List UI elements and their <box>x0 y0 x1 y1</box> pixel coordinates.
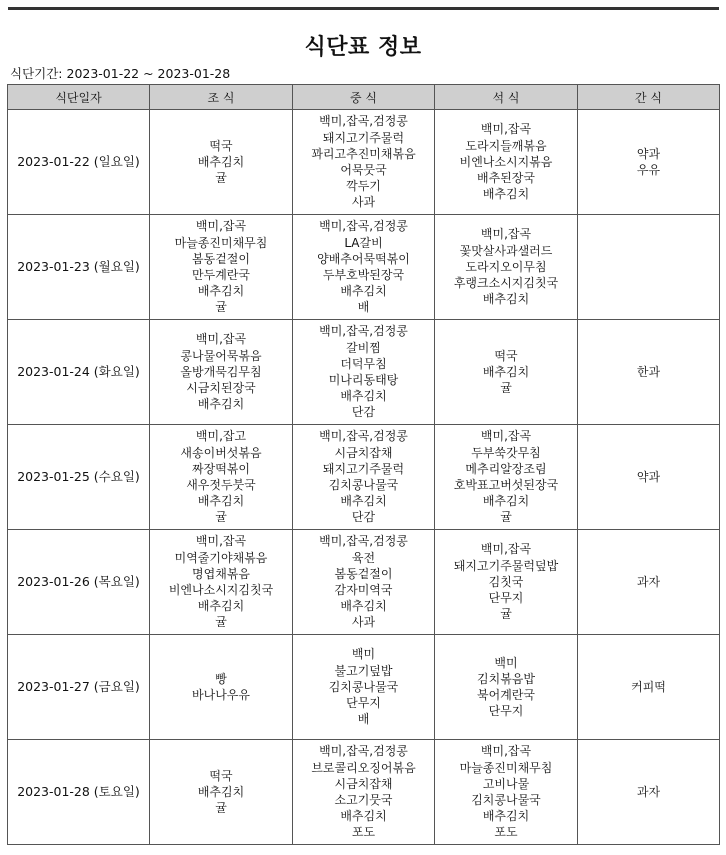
menu-item: 돼지고기주물럭 <box>322 461 405 476</box>
menu-item: 귤 <box>215 801 227 816</box>
menu-item: 비엔나소시지볶음 <box>459 154 553 169</box>
menu-item: 한과 <box>636 364 661 379</box>
date-cell: 2023-01-24 (화요일) <box>8 320 150 425</box>
menu-item: 호박표고버섯된장국 <box>453 478 559 492</box>
menu-item: 커피떡 <box>631 679 666 694</box>
menu-item: 김치콩나물국 <box>328 679 399 694</box>
lunch-cell <box>293 530 435 635</box>
snack-cell <box>578 740 720 845</box>
menu-item: 더덕무침 <box>340 356 387 371</box>
menu-item: 배추김치 <box>197 494 245 509</box>
menu-item: 단감 <box>351 405 376 420</box>
menu-item: 김치볶음밥 <box>477 671 535 686</box>
menu-item: 배추김치 <box>482 809 530 824</box>
breakfast-cell <box>150 425 293 530</box>
menu-item: 약과 <box>636 146 661 161</box>
dinner-cell <box>435 530 578 635</box>
snack-cell <box>578 215 720 320</box>
menu-item: 백미,잡곡 <box>480 542 532 557</box>
menu-item: 갈비찜 <box>346 340 381 355</box>
menu-item: 백미,잡곡,검정콩 <box>319 324 408 339</box>
menu-item: 배추김치 <box>482 292 530 307</box>
meal-period-label: 식단기간: 2023-01-22 ~ 2023-01-28 <box>10 66 231 81</box>
menu-item: 도라지들깨볶음 <box>465 138 547 153</box>
menu-item: 시금치된장국 <box>186 381 256 396</box>
menu-item: 떡국 <box>494 348 518 363</box>
menu-item: 백미,잡곡 <box>480 744 532 759</box>
breakfast-cell <box>150 740 293 845</box>
menu-item: 돼지고기주물럭덮밥 <box>453 558 559 573</box>
menu-item: 불고기덮밥 <box>334 663 393 678</box>
menu-item: 시금치잡채 <box>334 445 393 460</box>
snack-cell <box>578 530 720 635</box>
menu-item: 배추김치 <box>197 397 245 412</box>
menu-item: 과자 <box>636 574 661 589</box>
menu-item: 배추김치 <box>197 154 245 169</box>
table-row <box>8 530 720 635</box>
menu-item: 고비나물 <box>482 776 530 791</box>
menu-item: 배추김치 <box>197 784 245 799</box>
date-cell: 2023-01-28 (토요일) <box>8 740 150 845</box>
menu-item: 꽈리고추진미채볶음 <box>311 146 416 161</box>
menu-item: 바나나우유 <box>192 688 250 702</box>
menu-item: 배 <box>357 712 370 727</box>
menu-item: 약과 <box>636 469 661 484</box>
table-row <box>8 740 720 845</box>
menu-item: 육전 <box>351 550 376 565</box>
menu-item: 배추김치 <box>340 284 387 299</box>
menu-item: 김칫국 <box>488 574 524 589</box>
menu-item: 명엽채볶음 <box>192 566 250 581</box>
dinner-cell <box>435 635 578 740</box>
menu-item: 꽃맛살사과샐러드 <box>459 243 553 258</box>
menu-item: 포도 <box>351 825 376 840</box>
menu-item: 사과 <box>351 615 376 630</box>
menu-item: 배추김치 <box>197 284 245 299</box>
dinner-cell <box>435 215 578 320</box>
menu-item: 마늘종진미채무침 <box>174 235 268 250</box>
menu-item: 배추된장국 <box>477 171 535 186</box>
menu-item: 두부쑥갓무침 <box>471 445 541 460</box>
page-title: 식단표 정보 <box>304 35 422 60</box>
menu-item: 단무지 <box>346 696 381 711</box>
menu-item: 배추김치 <box>482 364 530 379</box>
menu-item: 배 <box>357 300 370 315</box>
menu-item: 두부호박된장국 <box>322 268 405 282</box>
dinner-cell <box>435 110 578 215</box>
menu-item: 백미,잡곡,검정콩 <box>319 429 408 444</box>
menu-item: 콩나물어묵볶음 <box>180 348 262 363</box>
menu-item: 어묵뭇국 <box>340 163 387 177</box>
menu-item: 배추김치 <box>197 599 245 614</box>
menu-item: 백미,잡곡,검정콩 <box>319 744 408 759</box>
menu-item: 새송이버섯볶음 <box>180 445 262 460</box>
menu-item: 마늘종진미채무침 <box>459 760 553 775</box>
menu-item: 비엔나소시지김칫국 <box>168 583 274 597</box>
menu-item: 배추김치 <box>340 494 387 509</box>
menu-item: 백미,잡곡 <box>480 122 532 137</box>
menu-item: 배추김치 <box>482 187 530 202</box>
menu-item: 빵 <box>215 671 227 686</box>
menu-item: 배추김치 <box>482 494 530 509</box>
menu-item: 올방개묵김무침 <box>180 364 262 379</box>
menu-item: 백미,잡곡,검정콩 <box>319 219 408 234</box>
lunch-cell <box>293 320 435 425</box>
breakfast-cell <box>150 530 293 635</box>
menu-item: 메추리알장조림 <box>465 461 547 476</box>
menu-item: 사과 <box>351 195 376 210</box>
menu-item: 백미 <box>351 647 376 662</box>
dinner-cell <box>435 425 578 530</box>
menu-item: 귤 <box>500 510 512 525</box>
table-row <box>8 320 720 425</box>
header-dinner: 석 식 <box>435 85 578 110</box>
date-cell: 2023-01-25 (수요일) <box>8 425 150 530</box>
dinner-cell <box>435 740 578 845</box>
breakfast-cell <box>150 215 293 320</box>
menu-item: 백미,잡곡 <box>480 227 532 242</box>
date-cell: 2023-01-27 (금요일) <box>8 635 150 740</box>
lunch-cell <box>293 110 435 215</box>
snack-cell <box>578 425 720 530</box>
breakfast-cell <box>150 320 293 425</box>
menu-item: 봄동겉절이 <box>192 251 250 266</box>
menu-item: 백미,잡곡 <box>195 534 247 549</box>
menu-item: 양배추어묵떡볶이 <box>317 251 410 266</box>
menu-item: 귤 <box>215 300 227 315</box>
menu-item: 후랭크소시지김칫국 <box>453 276 559 291</box>
snack-cell <box>578 110 720 215</box>
header-lunch: 중 식 <box>293 85 435 110</box>
menu-item: 단무지 <box>488 591 524 606</box>
meal-table <box>7 84 720 845</box>
menu-item: 깍두기 <box>346 179 381 194</box>
menu-item: 백미,잡곡 <box>195 332 247 347</box>
menu-item: 시금치잡채 <box>334 776 393 791</box>
menu-item: 백미,잡곡 <box>480 429 532 444</box>
lunch-cell <box>293 635 435 740</box>
table-row <box>8 635 720 740</box>
menu-item: 귤 <box>215 510 227 525</box>
menu-item: 과자 <box>636 784 661 799</box>
date-cell: 2023-01-23 (월요일) <box>8 215 150 320</box>
menu-item: 북어계란국 <box>477 688 535 702</box>
menu-item: 귤 <box>215 615 227 630</box>
menu-item: 김치콩나물국 <box>471 793 541 807</box>
menu-item: 떡국 <box>209 138 233 153</box>
lunch-cell <box>293 425 435 530</box>
menu-item: 봄동겉절이 <box>334 566 393 581</box>
date-cell: 2023-01-26 (목요일) <box>8 530 150 635</box>
menu-item: 포도 <box>494 825 518 840</box>
meal-table-body <box>8 110 720 845</box>
menu-item: 돼지고기주물럭 <box>322 130 405 145</box>
menu-item: 감자미역국 <box>334 583 393 597</box>
menu-item: 백미,잡곡,검정콩 <box>319 534 408 549</box>
menu-item: 백미,잡고 <box>195 429 247 444</box>
menu-item: 단감 <box>351 510 376 525</box>
menu-item: 김치콩나물국 <box>328 478 399 492</box>
menu-item: 귤 <box>500 607 512 622</box>
snack-cell <box>578 320 720 425</box>
header-snack: 간 식 <box>578 85 720 110</box>
menu-item: 소고기뭇국 <box>334 793 393 807</box>
menu-item: 미나리동태탕 <box>328 373 399 387</box>
menu-item: 짜장떡볶이 <box>192 461 250 476</box>
menu-item: LA갈비 <box>344 235 383 250</box>
dinner-cell <box>435 320 578 425</box>
breakfast-cell <box>150 110 293 215</box>
top-divider <box>8 7 719 10</box>
table-row <box>8 110 720 215</box>
header-row <box>8 85 720 110</box>
lunch-cell <box>293 740 435 845</box>
menu-item: 배추김치 <box>340 809 387 824</box>
menu-item: 귤 <box>500 381 512 396</box>
table-row <box>8 425 720 530</box>
breakfast-cell <box>150 635 293 740</box>
lunch-cell <box>293 215 435 320</box>
menu-item: 백미 <box>494 655 518 670</box>
table-row <box>8 215 720 320</box>
menu-item: 귤 <box>215 171 227 186</box>
menu-item: 떡국 <box>209 768 233 783</box>
menu-item: 도라지오이무침 <box>465 259 547 274</box>
header-breakfast: 조 식 <box>150 85 293 110</box>
menu-item: 새우젓두붓국 <box>186 478 256 492</box>
date-cell: 2023-01-22 (일요일) <box>8 110 150 215</box>
menu-item: 백미,잡곡 <box>195 219 247 234</box>
menu-item: 단무지 <box>488 704 524 719</box>
menu-item: 미역줄기야채볶음 <box>174 550 268 565</box>
menu-item: 배추김치 <box>340 389 387 404</box>
menu-item: 우유 <box>636 163 661 177</box>
menu-item: 만두계란국 <box>192 268 250 282</box>
menu-item: 백미,잡곡,검정콩 <box>319 114 408 129</box>
menu-item: 배추김치 <box>340 599 387 614</box>
snack-cell <box>578 635 720 740</box>
header-date: 식단일자 <box>8 85 150 110</box>
menu-item: 브로콜리오징어볶음 <box>311 760 416 775</box>
